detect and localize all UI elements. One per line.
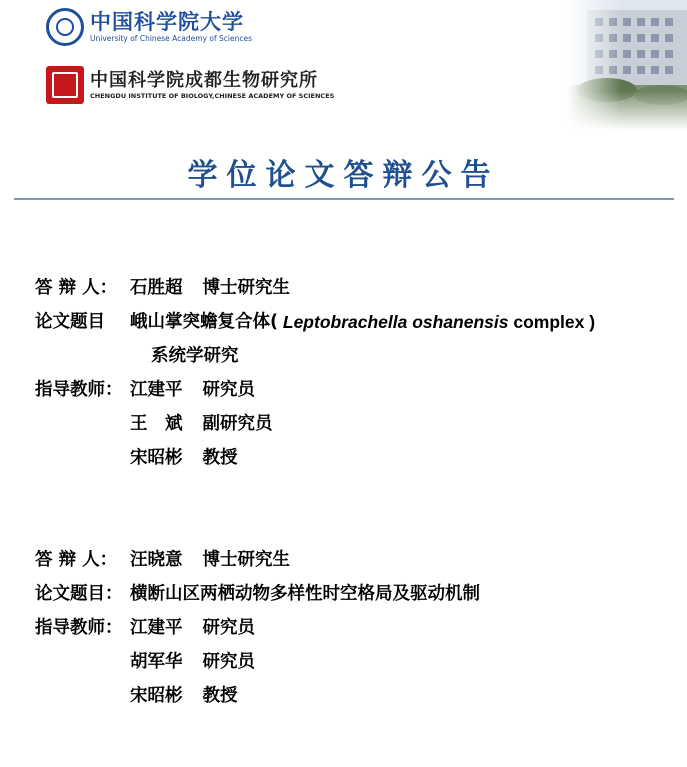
thesis-label: 论文题目： — [35, 584, 123, 604]
ucas-name-en: University of Chinese Academy of Sciences — [90, 34, 252, 43]
thesis-title-cn: 峨山掌突蟾复合体( — [130, 312, 278, 332]
page-title: 学位论文答辩公告 — [187, 158, 500, 193]
advisor-label: 指导教师： — [35, 380, 123, 400]
cib-stamp-icon — [46, 66, 84, 104]
ucas-logo — [46, 8, 252, 46]
advisor-name: 江建平 — [130, 618, 183, 638]
advisor-title: 研究员 — [202, 380, 255, 400]
advisor-title: 教授 — [202, 686, 238, 706]
thesis-title-line2: 系统学研究 — [151, 346, 239, 366]
defender-role: 博士研究生 — [202, 278, 290, 298]
cib-name-cn: 中国科学院成都生物研究所 — [90, 69, 318, 91]
thesis-title-tail: complex ) — [513, 312, 596, 332]
ucas-seal-icon — [46, 8, 84, 46]
thesis-label: 论文题目 — [35, 312, 105, 332]
cib-name-en: CHENGDU INSTITUTE OF BIOLOGY,CHINESE ACADEMY OF SCIENCES — [90, 91, 335, 100]
thesis-title-cn: 横断山区两栖动物多样性时空格局及驱动机制 — [130, 584, 480, 604]
advisor-label: 指导教师： — [35, 618, 123, 638]
cib-logo — [46, 66, 334, 104]
advisor-name: 宋昭彬 — [130, 686, 183, 706]
defender-label: 答 辩 人： — [35, 278, 118, 298]
defense-entry-2 — [35, 543, 480, 713]
thesis-species-name: Leptobrachella oshanensis — [282, 312, 509, 332]
defender-role: 博士研究生 — [202, 550, 290, 570]
advisor-name: 胡军华 — [130, 652, 183, 672]
advisor-title: 副研究员 — [202, 414, 273, 434]
building-photo — [567, 0, 687, 130]
advisor-title: 研究员 — [202, 652, 255, 672]
advisor-name: 宋昭彬 — [130, 448, 183, 468]
defense-entry-1 — [35, 271, 595, 475]
advisor-name: 王 斌 — [130, 414, 183, 434]
title-divider — [14, 198, 674, 200]
advisor-name: 江建平 — [130, 380, 183, 400]
defender-name: 汪晓意 — [130, 550, 183, 570]
advisor-title: 教授 — [202, 448, 238, 468]
defender-label: 答 辩 人： — [35, 550, 118, 570]
ucas-name-cn: 中国科学院大学 — [90, 9, 244, 34]
advisor-title: 研究员 — [202, 618, 255, 638]
defender-name: 石胜超 — [130, 278, 183, 298]
